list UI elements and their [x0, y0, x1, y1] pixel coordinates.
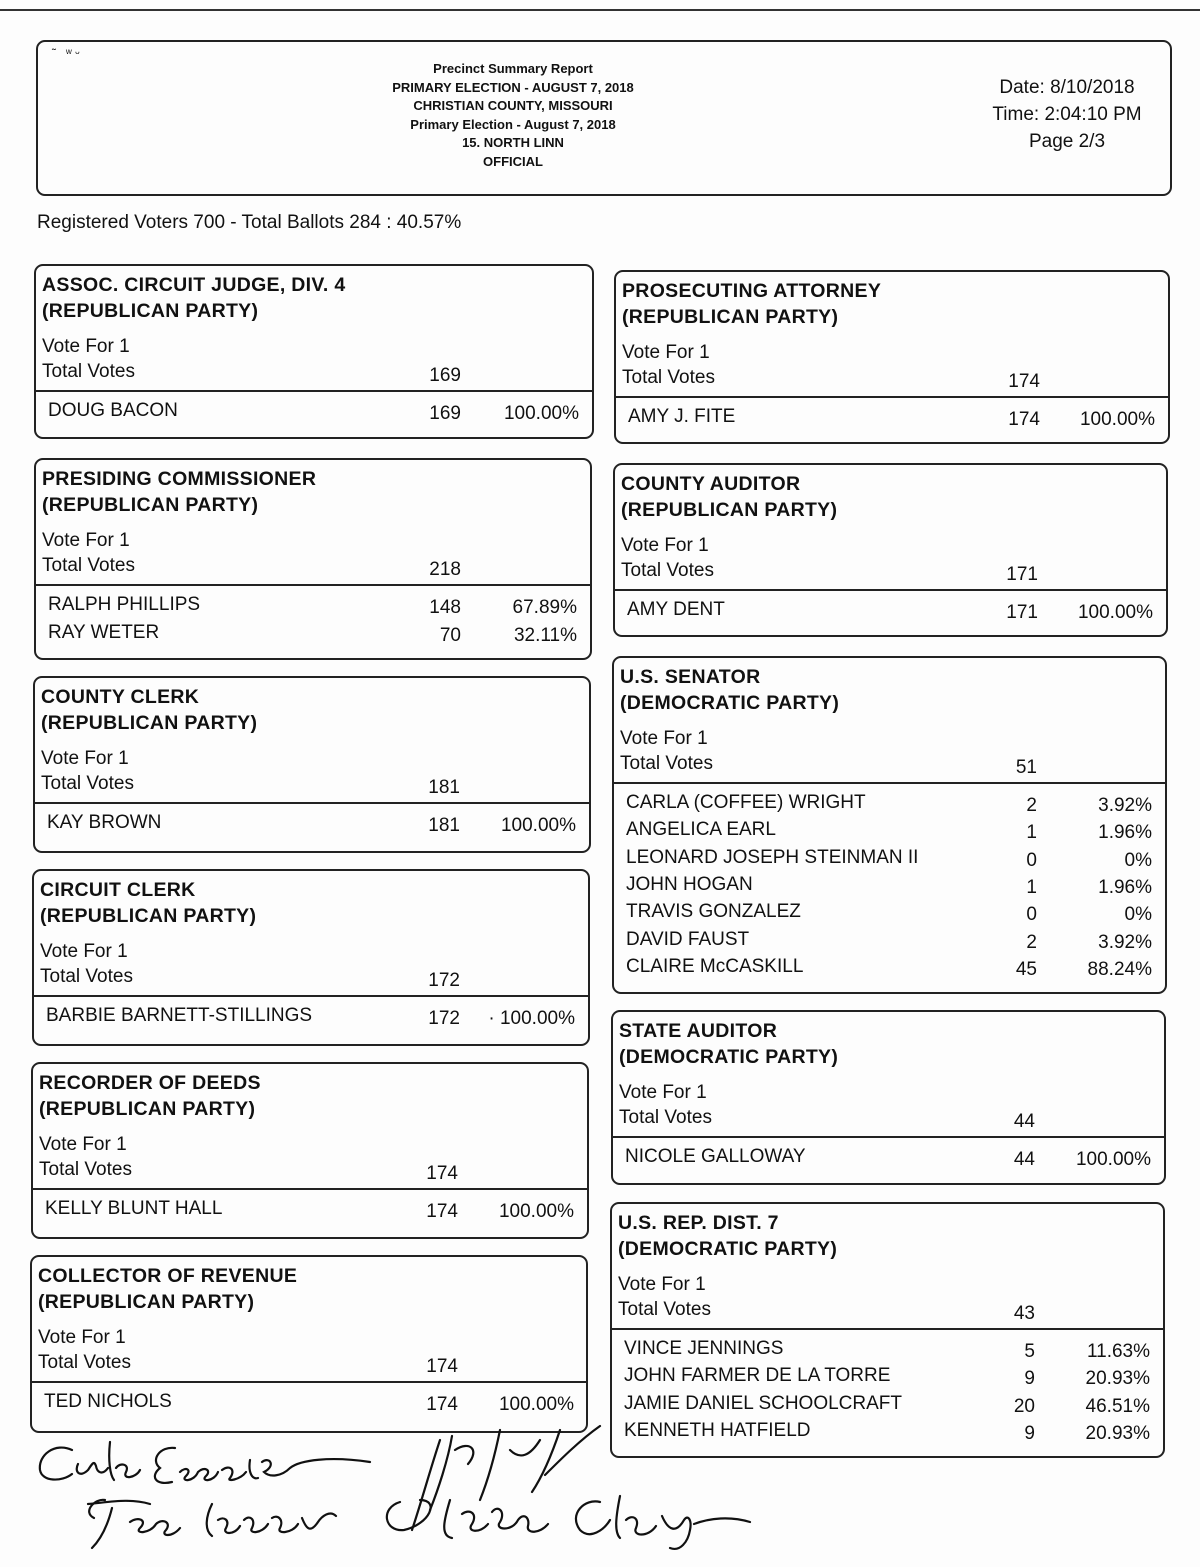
vote-for-label: Vote For 1: [621, 535, 709, 556]
candidate-name: JOHN FARMER DE LA TORRE: [624, 1365, 891, 1387]
candidate-votes: 174: [426, 1201, 458, 1222]
office-name: PROSECUTING ATTORNEY: [622, 280, 882, 302]
candidate-name: LEONARD JOSEPH STEINMAN II: [626, 846, 919, 868]
race-title: [38, 1263, 297, 1315]
candidate-percent: 3.92%: [1098, 931, 1152, 953]
candidate-votes: 1: [1026, 876, 1037, 898]
candidate-votes: 9: [1024, 1422, 1035, 1444]
total-votes-value: 218: [429, 559, 461, 580]
party-name: (REPUBLICAN PARTY): [621, 499, 838, 521]
candidate-name: KENNETH HATFIELD: [624, 1419, 811, 1441]
vote-for-label: Vote For 1: [39, 1134, 127, 1155]
candidate-votes: 5: [1024, 1341, 1035, 1362]
candidate-percent: 3.92%: [1098, 795, 1152, 816]
candidate-name: DOUG BACON: [48, 400, 178, 421]
race-divider: [36, 584, 590, 586]
candidate-votes: 174: [1008, 409, 1040, 430]
party-name: (REPUBLICAN PARTY): [41, 712, 258, 734]
race-divider: [612, 1328, 1163, 1330]
header-center: [338, 60, 688, 171]
party-name: (DEMOCRATIC PARTY): [618, 1238, 838, 1260]
race-divider: [33, 1188, 587, 1190]
candidate-name: TED NICHOLS: [44, 1391, 172, 1412]
election-name: Primary Election - August 7, 2018: [410, 116, 616, 132]
candidate-percent: 100.00%: [1079, 409, 1155, 430]
race-title: [41, 684, 257, 736]
race-divider: [614, 782, 1165, 784]
race-divider: [613, 1136, 1164, 1138]
report-status: OFFICIAL: [483, 153, 543, 169]
race-title: [42, 272, 346, 324]
total-votes-value: 174: [426, 1356, 458, 1377]
election-title: PRIMARY ELECTION - AUGUST 7, 2018: [392, 79, 634, 95]
total-votes-label: Total Votes: [40, 966, 133, 987]
turnout-summary: Registered Voters 700 - Total Ballots 284 : 40.57%: [37, 212, 462, 233]
race-box: [34, 264, 594, 439]
office-name: RECORDER OF DEEDS: [39, 1072, 261, 1094]
candidate-votes: 172: [428, 1008, 460, 1029]
candidate-name: AMY J. FITE: [628, 406, 736, 427]
total-votes-label: Total Votes: [38, 1352, 131, 1373]
total-votes-label: Total Votes: [41, 773, 134, 794]
total-votes-value: 181: [428, 777, 460, 798]
vote-for-label: Vote For 1: [41, 748, 129, 769]
race-divider: [35, 802, 589, 804]
candidate-name: CLAIRE McCASKILL: [626, 955, 804, 977]
office-name: COLLECTOR OF REVENUE: [38, 1265, 298, 1287]
total-votes-value: 43: [1013, 1303, 1035, 1324]
race-box: [33, 676, 591, 853]
candidate-name: RAY WETER: [48, 622, 160, 643]
candidate-votes: 70: [439, 625, 461, 646]
race-title: [620, 664, 839, 716]
candidate-percent: 46.51%: [1085, 1395, 1150, 1417]
candidate-votes: 171: [1006, 602, 1038, 623]
race-title: [621, 471, 837, 523]
candidate-percent: 100.00%: [1077, 602, 1153, 623]
race-divider: [32, 1381, 586, 1383]
candidate-votes: 0: [1026, 849, 1037, 871]
vote-for-label: Vote For 1: [42, 530, 130, 551]
candidate-name: ANGELICA EARL: [626, 819, 776, 841]
candidate-percent: 32.11%: [513, 625, 577, 646]
candidate-percent: 20.93%: [1085, 1368, 1150, 1390]
candidate-percent: 100.00%: [498, 1394, 574, 1415]
race-box: [31, 1062, 589, 1239]
race-divider: [34, 995, 588, 997]
total-votes-label: Total Votes: [620, 753, 713, 774]
header-meta: [972, 74, 1162, 155]
race-title: [622, 278, 881, 330]
party-name: (REPUBLICAN PARTY): [40, 905, 257, 927]
candidate-name: JAMIE DANIEL SCHOOLCRAFT: [624, 1392, 903, 1414]
race-title: [39, 1070, 261, 1122]
candidate-percent: 0%: [1124, 904, 1152, 926]
office-name: COUNTY CLERK: [41, 686, 200, 708]
vote-for-label: Vote For 1: [622, 342, 710, 363]
candidate-percent: 100.00%: [498, 1201, 574, 1222]
party-name: (REPUBLICAN PARTY): [622, 306, 839, 328]
candidate-name: NICOLE GALLOWAY: [625, 1146, 806, 1167]
vote-for-label: Vote For 1: [618, 1274, 706, 1295]
party-name: (REPUBLICAN PARTY): [42, 300, 259, 322]
candidate-name: BARBIE BARNETT-STILLINGS: [46, 1005, 313, 1026]
candidate-percent: 100.00%: [500, 815, 576, 836]
office-name: STATE AUDITOR: [619, 1020, 778, 1042]
party-name: (REPUBLICAN PARTY): [39, 1098, 256, 1120]
race-box: [614, 270, 1170, 444]
candidate-percent: 100.00%: [1075, 1149, 1151, 1170]
race-box: [34, 458, 592, 660]
vote-for-label: Vote For 1: [620, 728, 708, 749]
candidate-name: KAY BROWN: [47, 812, 162, 833]
candidate-percent: 1.96%: [1098, 822, 1152, 844]
total-votes-label: Total Votes: [42, 555, 135, 576]
candidate-name: KELLY BLUNT HALL: [45, 1198, 223, 1219]
report-title: Precinct Summary Report: [433, 61, 593, 76]
total-votes-label: Total Votes: [42, 361, 135, 382]
total-votes-label: Total Votes: [622, 367, 715, 388]
office-name: CIRCUIT CLERK: [40, 879, 196, 901]
race-title: [42, 466, 316, 518]
race-box: [32, 869, 590, 1046]
total-votes-value: 51: [1015, 757, 1037, 778]
candidate-percent: 100.00%: [503, 403, 579, 424]
candidate-name: AMY DENT: [627, 599, 725, 620]
county-name: CHRISTIAN COUNTY, MISSOURI: [413, 98, 613, 113]
office-name: COUNTY AUDITOR: [621, 473, 801, 495]
candidate-percent: 20.93%: [1085, 1422, 1150, 1444]
candidate-votes: 2: [1026, 795, 1037, 816]
scan-marks: ˜ ʷ ᵕ: [52, 46, 80, 60]
race-box: [611, 1010, 1166, 1185]
vote-for-label: Vote For 1: [38, 1327, 126, 1348]
candidate-votes: 20: [1013, 1395, 1035, 1417]
race-divider: [615, 589, 1166, 591]
race-title: [619, 1018, 838, 1070]
vote-for-label: Vote For 1: [40, 941, 128, 962]
candidate-percent: 0%: [1124, 849, 1152, 871]
candidate-percent: 1.96%: [1098, 876, 1152, 898]
party-name: (DEMOCRATIC PARTY): [620, 692, 840, 714]
page-number: Page 2/3: [1028, 131, 1106, 152]
candidate-votes: 1: [1026, 822, 1037, 844]
candidate-votes: 2: [1026, 931, 1037, 953]
office-name: PRESIDING COMMISSIONER: [42, 468, 317, 490]
race-title: [40, 877, 256, 929]
total-votes-value: 172: [428, 970, 460, 991]
candidate-votes: 45: [1015, 958, 1037, 980]
race-box: [612, 656, 1167, 994]
office-name: U.S. SENATOR: [620, 666, 761, 688]
candidate-votes: 9: [1024, 1368, 1035, 1390]
party-name: (DEMOCRATIC PARTY): [619, 1046, 839, 1068]
candidate-votes: 169: [429, 403, 461, 424]
candidate-percent: 67.89%: [512, 597, 577, 618]
total-votes-value: 174: [426, 1163, 458, 1184]
vote-for-label: Vote For 1: [42, 336, 130, 357]
office-name: ASSOC. CIRCUIT JUDGE, DIV. 4: [42, 274, 346, 296]
office-name: U.S. REP. DIST. 7: [618, 1212, 779, 1234]
candidate-name: CARLA (COFFEE) WRIGHT: [626, 792, 866, 813]
candidate-percent: · 100.00%: [488, 1008, 575, 1029]
candidate-name: JOHN HOGAN: [626, 873, 753, 895]
total-votes-value: 174: [1008, 371, 1040, 392]
total-votes-value: 169: [429, 365, 461, 386]
report-date: Date: 8/10/2018: [999, 77, 1135, 98]
candidate-votes: 44: [1013, 1149, 1035, 1170]
candidate-name: VINCE JENNINGS: [624, 1338, 784, 1359]
race-divider: [36, 390, 592, 392]
candidate-votes: 0: [1026, 904, 1037, 926]
race-box: [30, 1255, 588, 1433]
race-divider: [616, 396, 1168, 398]
candidate-votes: 174: [426, 1394, 458, 1415]
signatures: [0, 1420, 800, 1567]
party-name: (REPUBLICAN PARTY): [38, 1291, 255, 1313]
scan-top-edge: [0, 0, 1200, 11]
report-header: [36, 40, 1172, 196]
vote-for-label: Vote For 1: [619, 1082, 707, 1103]
total-votes-value: 171: [1006, 564, 1038, 585]
race-title: [618, 1210, 837, 1262]
candidate-percent: 11.63%: [1086, 1341, 1150, 1362]
total-votes-label: Total Votes: [39, 1159, 132, 1180]
candidate-votes: 148: [429, 597, 461, 618]
total-votes-label: Total Votes: [619, 1107, 712, 1128]
candidate-votes: 181: [428, 815, 460, 836]
report-time: Time: 2:04:10 PM: [992, 104, 1142, 125]
precinct-name: 15. NORTH LINN: [462, 135, 564, 150]
total-votes-label: Total Votes: [621, 560, 714, 581]
candidate-name: TRAVIS GONZALEZ: [626, 901, 801, 923]
total-votes-label: Total Votes: [618, 1299, 711, 1320]
party-name: (REPUBLICAN PARTY): [42, 494, 259, 516]
candidate-name: RALPH PHILLIPS: [48, 594, 201, 615]
candidate-percent: 88.24%: [1087, 958, 1152, 980]
total-votes-value: 44: [1013, 1111, 1035, 1132]
race-box: [613, 463, 1168, 637]
candidate-name: DAVID FAUST: [626, 928, 750, 950]
